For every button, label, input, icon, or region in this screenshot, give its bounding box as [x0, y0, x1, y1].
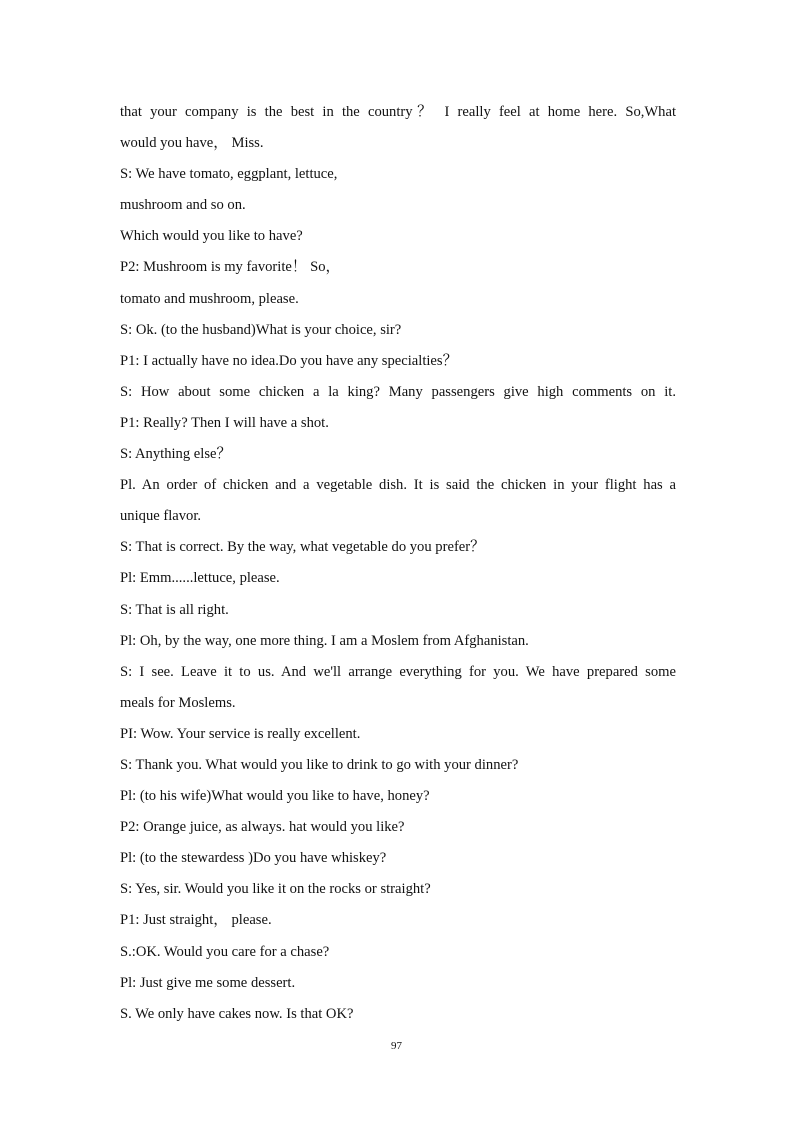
text-line: S: Thank you. What would you like to drink to go with your dinner?: [120, 756, 519, 773]
text-line: Pl: Just give me some dessert.: [120, 974, 296, 991]
text-line: P1: Really? Then I will have a shot.: [120, 414, 329, 431]
text-line: Which would you like to have?: [120, 228, 303, 245]
text-line: tomato and mushroom, please.: [120, 290, 299, 307]
text-line: P1: I actually have no idea.Do you have any specialties？: [120, 352, 458, 369]
text-line: P2: Orange juice, as always. hat would you like?: [120, 819, 405, 836]
text-line: S. We only have cakes now. Is that OK?: [120, 1005, 354, 1022]
text-line: S: Anything else？: [120, 446, 232, 463]
text-line: would you have， Miss.: [120, 135, 264, 152]
text-line: Pl. An order of chicken and a vegetable dish. It is said the chicken in your flight has a: [120, 477, 676, 494]
text-line: meals for Moslems.: [120, 694, 236, 711]
text-line: S: Yes, sir. Would you like it on the rocks or straight?: [120, 881, 431, 898]
text-line: P1: Just straight， please.: [120, 912, 272, 929]
text-line: Pl: Oh, by the way, one more thing. I am a Moslem from Afghanistan.: [120, 632, 529, 649]
text-line: Pl: Emm......lettuce, please.: [120, 570, 280, 587]
text-line: S: We have tomato, eggplant, lettuce,: [120, 166, 338, 183]
text-line: Pl: (to the stewardess )Do you have whiskey?: [120, 850, 387, 867]
text-line: unique flavor.: [120, 508, 202, 525]
text-line: that your company is the best in the country？ I really feel at home here. So,What: [120, 104, 676, 120]
text-line: mushroom and so on.: [120, 197, 246, 214]
text-line: S: That is all right.: [120, 601, 229, 618]
dialogue-text: [120, 99, 676, 1032]
text-line: S: Ok. (to the husband)What is your choice, sir?: [120, 321, 402, 338]
text-line: P2: Mushroom is my favorite！ So，: [120, 259, 341, 276]
text-line: S.:OK. Would you care for a chase?: [120, 943, 330, 960]
text-line: S: I see. Leave it to us. And we'll arrange everything for you. We have prepared some: [120, 663, 676, 680]
page-number: 97: [391, 1040, 402, 1052]
text-line: Pl: (to his wife)What would you like to have, honey?: [120, 788, 430, 805]
text-line: S: That is correct. By the way, what vegetable do you prefer？: [120, 539, 485, 556]
text-line: PI: Wow. Your service is really excellent.: [120, 725, 361, 742]
text-line: S: How about some chicken a la king? Many passengers give high comments on it.: [120, 383, 676, 400]
